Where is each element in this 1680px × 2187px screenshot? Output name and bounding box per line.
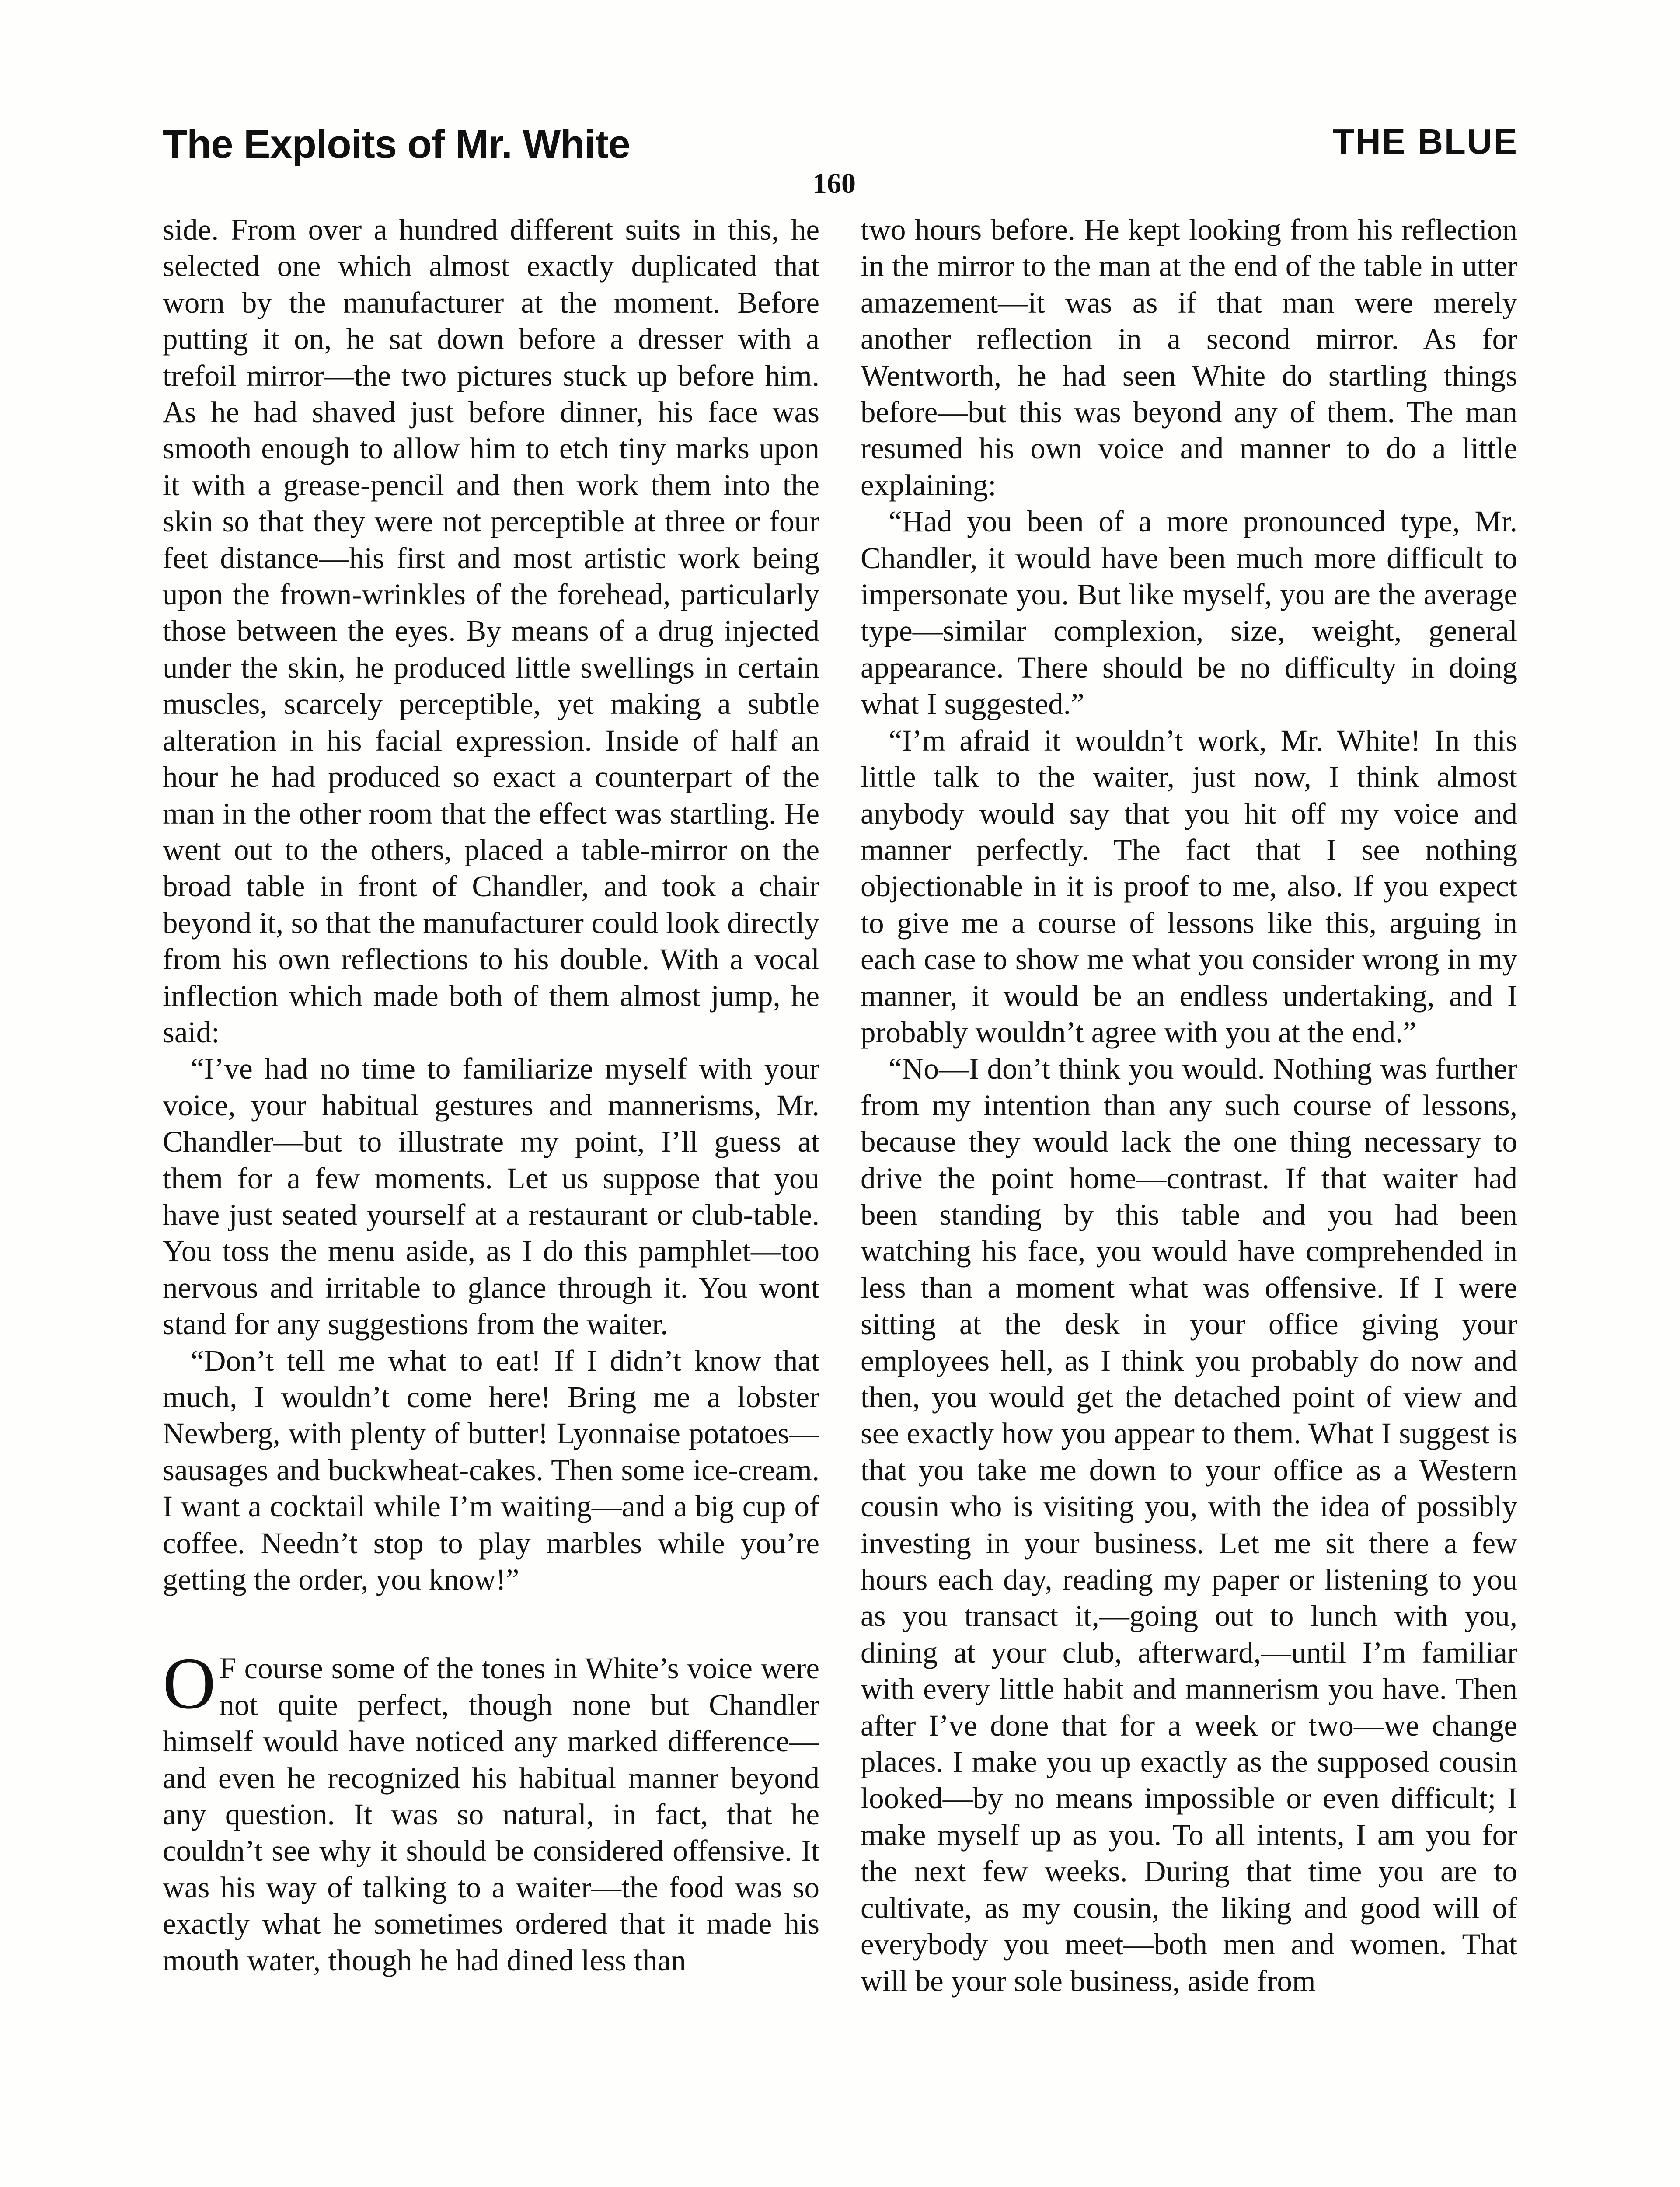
- paragraph: side. From over a hundred different suits in this, he selected one which almost exactly duplicated that worn by the manufacturer at the moment. Before putting it on, he sat down before a dresser with a trefoil mirror—the two pictures stuck up before him. As he had shaved just before dinner, his face was smooth enough to allow him to etch tiny marks upon it with a grease-pencil and then work them into the skin so that they were not perceptible at three or four feet distance—his first and most artistic work being upon the frown-wrinkles of the forehead, particularly those between the eyes. By means of a drug injected under the skin, he produced little swellings in certain muscles, scarcely perceptible, yet making a subtle alteration in his facial expression. Inside of half an hour he had produced so exact a counterpart of the man in the other room that the effect was startling. He went out to the others, placed a table-mirror on the broad table in front of Chandler, and took a chair beyond it, so that the manufacturer could look directly from his own reflections to his double. With a vocal inflection which made both of them almost jump, he said:: [163, 213, 819, 1049]
- paragraph: two hours before. He kept looking from his reflection in the mirror to the man at the end of the table in utter amazement—it was as if that man were merely another reflection in a second mirror. As for Wentworth, he had seen White do startling things before—but this was beyond any of them. The man resumed his own voice and manner to do a little explaining:: [861, 213, 1517, 502]
- paragraph: “Had you been of a more pronounced type, Mr. Chandler, it would have been much more difficult to impersonate you. But like myself, you are the average type—similar complexion, size, weight, general appearance. There should be no difficulty in doing what I suggested.”: [861, 505, 1517, 721]
- magazine-name: THE BLUE: [1333, 122, 1518, 161]
- right-text-column: [861, 212, 1517, 2187]
- section-text: F course some of the tones in White’s voice were not quite perfect, though none but Chandler himself would have noticed any marked difference—and even he recognized his habitual manner beyond any question. It was so natural, in fact, that he couldn’t see why it should be considered offensive. It was his way of talking to a waiter—the food was so exactly what he sometimes ordered that it made his mouth water, though he had dined less than: [163, 1652, 819, 1977]
- left-text-column: [163, 212, 819, 2187]
- section-paragraph: [163, 1643, 819, 1979]
- paragraph: “No—I don’t think you would. Nothing was further from my intention than any such course of lessons, because they would lack the one thing necessary to drive the point home—contrast. If that waiter had been standing by this table and you had been watching his face, you would have comprehended in less than a moment what was offensive. If I were sitting at the desk in your office giving your employees hell, as I think you probably do now and then, you would get the detached point of view and see exactly how you appear to them. What I suggest is that you take me down to your office as a Western cousin who is visiting you, with the idea of possibly investing in your business. Let me sit there a few hours each day, reading my paper or listening to you as you transact it,—going out to lunch with you, dining at your club, afterward,—until I’m familiar with every little habit and mannerism you have. Then after I’ve done that for a week or two—we change places. I make you up exactly as the supposed cousin looked—by no means impossible or even difficult; I make myself up as you. To all intents, I am you for the next few weeks. During that time you are to cultivate, as my cousin, the liking and good will of everybody you meet—both men and women. That will be your sole business, aside from: [861, 1052, 1517, 1998]
- drop-cap: O: [163, 1643, 216, 1725]
- paragraph: “I’m afraid it wouldn’t work, Mr. White! In this little talk to the waiter, just now, I think almost anybody would say that you hit off my voice and manner perfectly. The fact that I see nothing objectionable in it is proof to me, also. If you expect to give me a course of lessons like this, arguing in each case to show me what you consider wrong in my manner, it would be an endless undertaking, and I probably wouldn’t agree with you at the end.”: [861, 723, 1517, 1049]
- paragraph: “I’ve had no time to familiarize myself with your voice, your habitual gestures and mannerisms, Mr. Chandler—but to illustrate my point, I’ll guess at them for a few moments. Let us suppose that you have just seated yourself at a restaurant or club-table. You toss the menu aside, as I do this pamphlet—too nervous and irritable to glance through it. You wont stand for any suggestions from the waiter.: [163, 1052, 819, 1341]
- paragraph: “Don’t tell me what to eat! If I didn’t know that much, I wouldn’t come here! Bring me a lobster Newberg, with plenty of butter! Lyonnaise potatoes—sausages and buckwheat-cakes. Then some ice-cream. I want a cocktail while I’m waiting—and a big cup of coffee. Needn’t stop to play marbles while you’re getting the order, you know!”: [163, 1344, 819, 1597]
- page-number: 160: [812, 168, 856, 199]
- story-title: The Exploits of Mr. White: [163, 122, 630, 167]
